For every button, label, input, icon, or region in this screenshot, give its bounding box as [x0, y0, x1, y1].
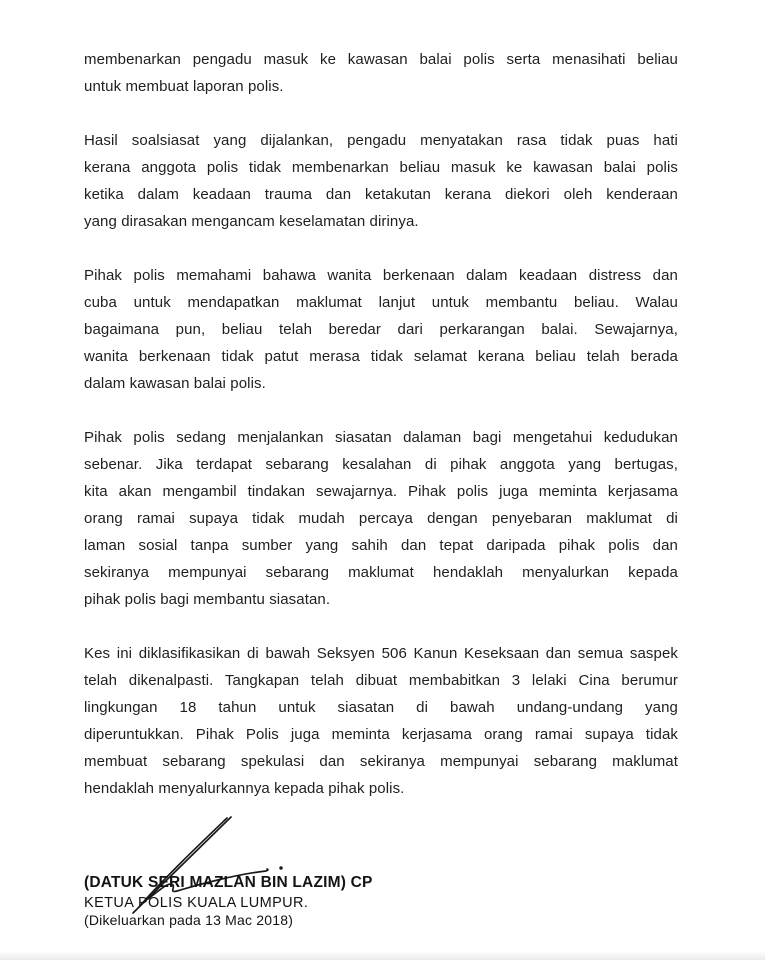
signature-dot: [279, 866, 282, 869]
letter-body: [84, 46, 678, 802]
paragraph-line: ketika dalam keadaan trauma dan ketakutan kerana diekori oleh kenderaan: [84, 186, 678, 203]
paragraph-line: lingkungan 18 tahun untuk siasatan di bawah undang-undang yang: [84, 699, 678, 716]
paragraph-line: pihak polis bagi membantu siasatan.: [84, 591, 331, 608]
paragraph-line: sebenar. Jika terdapat sebarang kesalahan di pihak anggota yang bertugas,: [84, 456, 678, 473]
paragraph: [84, 262, 678, 397]
paragraph-line: Hasil soalsiasat yang dijalankan, pengadu menyatakan rasa tidak puas hati: [84, 132, 678, 149]
paragraph-line: yang dirasakan mengancam keselamatan dirinya.: [84, 213, 419, 230]
paragraph-line: orang ramai supaya tidak mudah percaya dengan penyebaran maklumat di: [84, 510, 678, 527]
scan-bottom-shade: [0, 951, 765, 960]
paragraph-line: cuba untuk mendapatkan maklumat lanjut untuk membantu beliau. Walau: [84, 294, 678, 311]
signatory-name: (DATUK SERI MAZLAN BIN LAZIM) CP: [84, 874, 373, 891]
paragraph-line: kita akan mengambil tindakan sewajarnya. Pihak polis juga meminta kerjasama: [84, 483, 678, 500]
paragraph-line: diperuntukkan. Pihak Polis juga meminta kerjasama orang ramai supaya tidak: [84, 726, 678, 743]
issue-date: (Dikeluarkan pada 13 Mac 2018): [84, 912, 294, 928]
paragraph-line: sekiranya mempunyai sebarang maklumat hendaklah menyalurkan kepada: [84, 564, 678, 581]
paragraph-line: Pihak polis sedang menjalankan siasatan dalaman bagi mengetahui kedudukan: [84, 429, 678, 446]
paragraph: [84, 46, 678, 100]
paragraph-line: telah dikenalpasti. Tangkapan telah dibuat membabitkan 3 lelaki Cina berumur: [84, 672, 678, 689]
paragraph-line: wanita berkenaan tidak patut merasa tidak selamat kerana beliau telah berada: [84, 348, 678, 365]
paragraph-line: bagaimana pun, beliau telah beredar dari perkarangan balai. Sewajarnya,: [84, 321, 678, 338]
paragraph: [84, 127, 678, 235]
paragraph-line: Kes ini diklasifikasikan di bawah Seksyen 506 Kanun Keseksaan dan semua saspek: [84, 645, 678, 662]
signatory-title: KETUA POLIS KUALA LUMPUR.: [84, 895, 309, 911]
paragraph-line: kerana anggota polis tidak membenarkan beliau masuk ke kawasan balai polis: [84, 159, 678, 176]
paragraph-line: untuk membuat laporan polis.: [84, 78, 284, 95]
paragraph: [84, 424, 678, 613]
paragraph-line: Pihak polis memahami bahawa wanita berkenaan dalam keadaan distress dan: [84, 267, 678, 284]
paragraph-line: membuat sebarang spekulasi dan sekiranya mempunyai sebarang maklumat: [84, 753, 678, 770]
paragraph-line: laman sosial tanpa sumber yang sahih dan tepat daripada pihak polis dan: [84, 537, 678, 554]
paragraph-line: hendaklah menyalurkannya kepada pihak polis.: [84, 780, 405, 797]
paragraph: [84, 640, 678, 802]
signature-block: [84, 871, 373, 928]
paragraph-line: membenarkan pengadu masuk ke kawasan balai polis serta menasihati beliau: [84, 51, 678, 68]
paragraph-line: dalam kawasan balai polis.: [84, 375, 266, 392]
